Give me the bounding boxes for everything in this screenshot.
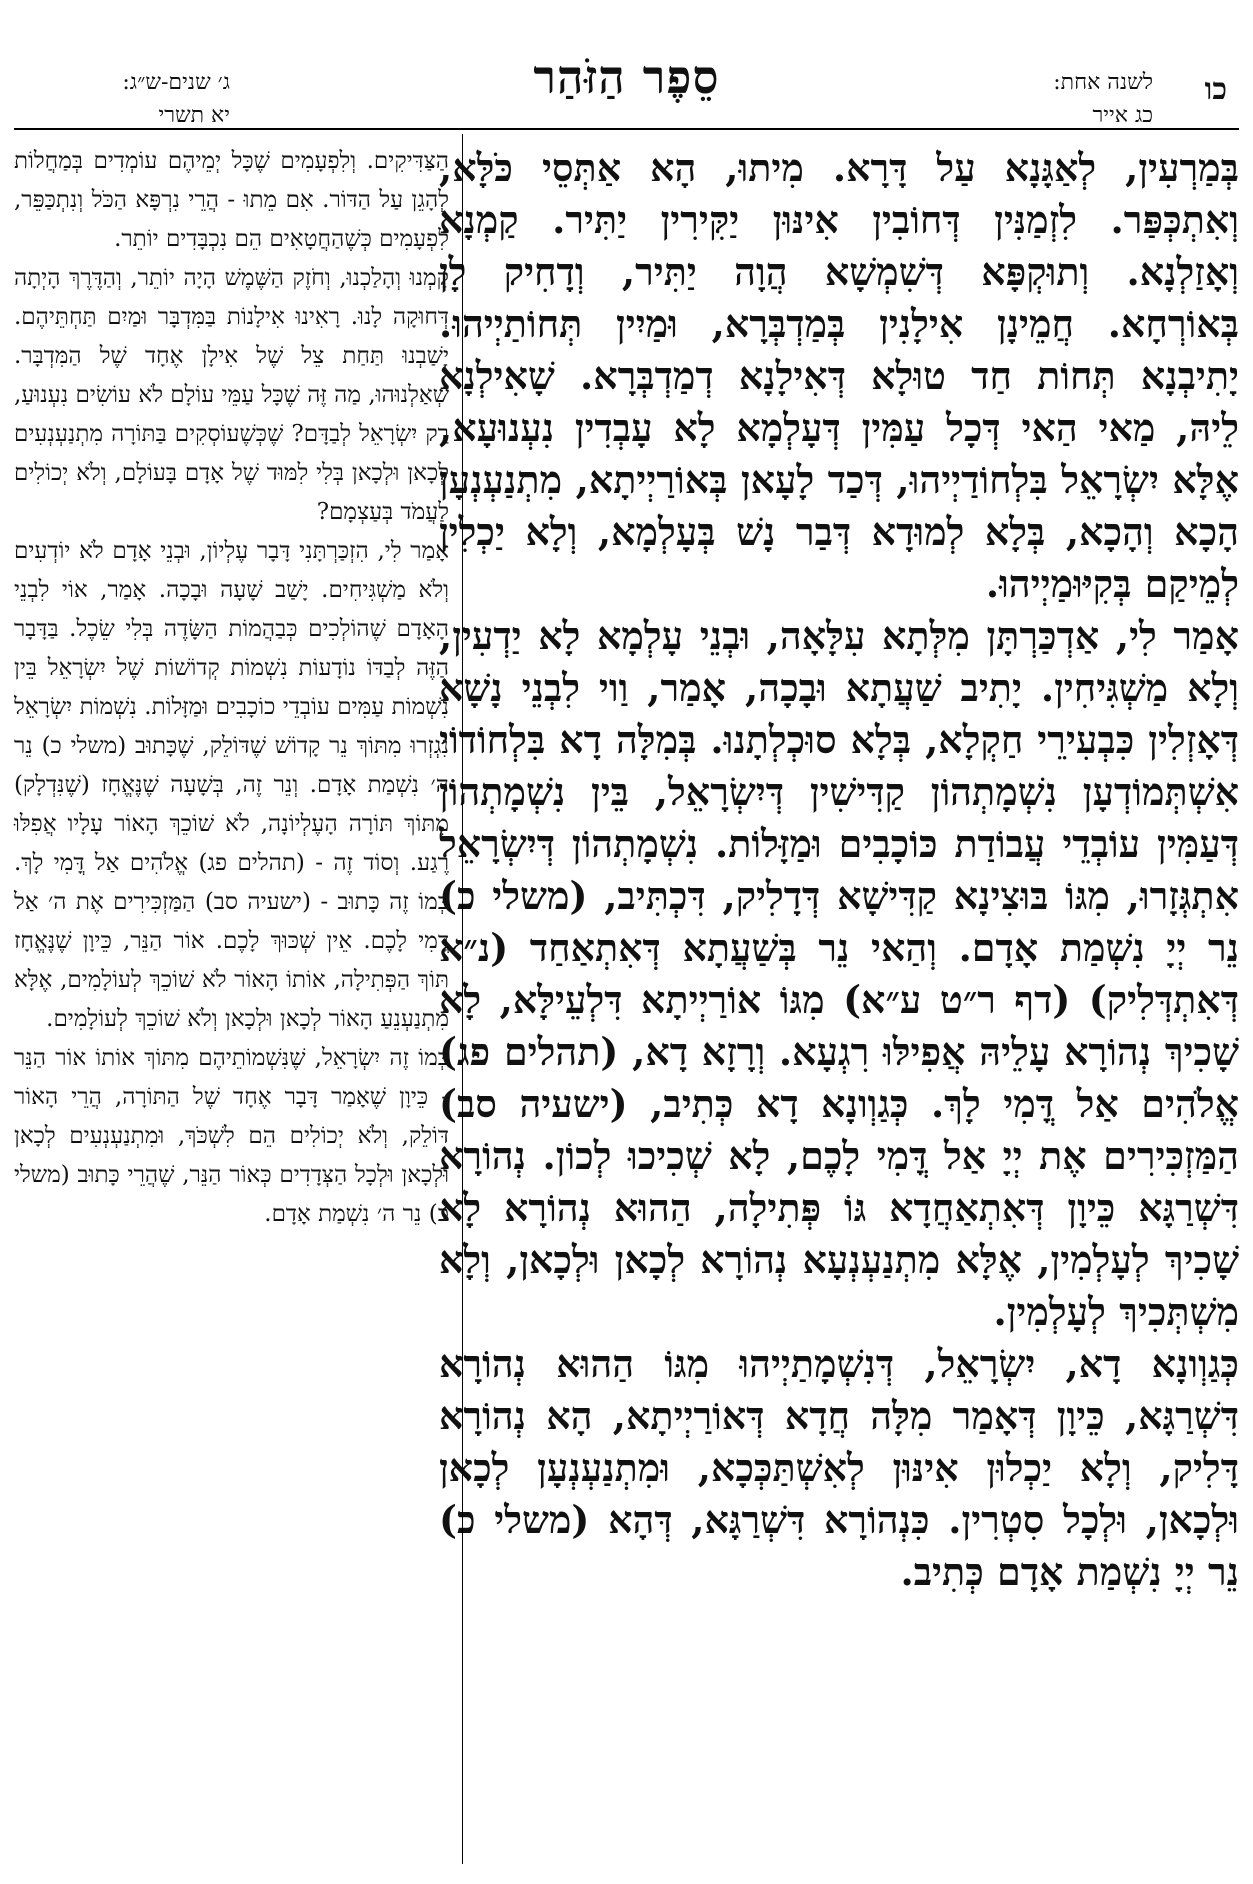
schedule-date-left: יא תשרי — [158, 103, 230, 128]
translation-paragraph: אָמַר לִי, הִזְכַּרְתָּנִי דָּבָר עֶלְיוֹן, וּבְנֵי אָדָם לֹא יוֹדְעִים וְלֹא מַשְׁגִּיחִים. יָשַׁב שָׁעָה וּבָכָה. אָמַר, אוֹי לִבְנֵי הָאָדָם שֶׁהוֹלְכִים כְּבַהֲמוֹת הַשָּׂדֶה בְּלִי שֵׂכֶל. בַּדָּבָר הַזֶּה לְבַדּוֹ נוֹדָעוֹת נִשְׁמוֹת קְדוֹשׁוֹת שֶׁל יִשְׂרָאֵל בֵּין נִשְׁמוֹת עַמִּים עוֹבְדֵי כוֹכָבִים וּמַזָּלוֹת. נִשְׁמוֹת יִשְׂרָאֵל נִגְזְרוּ מִתּוֹךְ נֵר קָדוֹשׁ שֶׁדּוֹלֵק, שֶׁכָּתוּב (משלי כ) נֵר ה׳ נִשְׁמַת אָדָם. וְנֵר זֶה, בְּשָׁעָה שֶׁנֶּאֱחָז (שֶׁנִּדְלָק) מִתּוֹךְ תּוֹרָה הָעֶלְיוֹנָה, לֹא שׁוֹכֵךְ הָאוֹר עָלָיו אֲפִלּוּ רֶגַע. וְסוֹד זֶה - (תהלים פג) אֱלֹהִים אַל דֳּמִי לָךְ. כְּמוֹ זֶה כָּתוּב - (ישעיה סב) הַמַּזְכִּירִים אֶת ה׳ אַל דֳּמִי לָכֶם. אֵין שְׁכּוּךְ לָכֶם. אוֹר הַנֵּר, כֵּיוָן שֶׁנֶּאֱחָז תּוֹךְ הַפְּתִילָה, אוֹתוֹ הָאוֹר לֹא שׁוֹכֵךְ לְעוֹלָמִים, אֶלָּא מִתְנַעְנֵעַ הָאוֹר לְכָאן וּלְכָאן וְלֹא שׁוֹכֵךְ לְעוֹלָמִים. — [14, 538, 449, 1032]
reading-schedule-left — [20, 66, 230, 132]
aramaic-paragraph: כְּגַוְונָא דָא, יִשְׂרָאֵל, דְּנִשְׁמָתַיְיהוּ מִגּוֹ הַהוּא נְהוֹרָא דִּשְׁרַגָּא, כֵּיוָן דְּאָמַר מִלָּה חֲדָא דְּאוֹרַיְיתָא, הָא נְהוֹרָא דָּלִיק, וְלָא יַכְלוּן אִינּוּן לְאִשְׁתַּכְּכָא, וּמִתְנַעְנְעָן לְכָאן וּלְכָאן, וּלְכָל סִטְרִין. כִּנְהוֹרָא דִּשְׁרַגָּא, דְּהָא (משלי כ) נֵר יְיָ נִשְׁמַת אָדָם כְּתִיב. — [439, 1341, 1240, 1594]
schedule-date-right: כג אייר — [1092, 103, 1153, 128]
schedule-one-year: לשנה אחת: — [1053, 70, 1153, 95]
book-title: סֵפֶר הַזֹּהַר — [533, 50, 720, 104]
page-header — [0, 0, 1253, 128]
column-divider — [462, 134, 463, 1864]
translation-paragraph: הַצַּדִּיקִים. וְלִפְעָמִים שֶׁכָּל יְמֵיהֶם עוֹמְדִים בְּמַחֲלוֹת לְהָגֵן עַל הַדּוֹר. אִם מֵתוּ - הֲרֵי נִרְפָּא הַכֹּל וְנִתְכַּפֵּר, לִפְעָמִים כְּשֶׁהַחֲטָאִים הֵם נִכְבָּדִים יוֹתֵר. — [14, 148, 449, 252]
page-number: כו — [1204, 72, 1227, 107]
translation-paragraph: כְּמוֹ זֶה יִשְׂרָאֵל, שֶׁנִּשְׁמוֹתֵיהֶם מִתּוֹךְ אוֹתוֹ אוֹר הַנֵּר - כֵּיוָן שֶׁאָמַר דָּבָר אֶחָד שֶׁל הַתּוֹרָה, הֲרֵי הָאוֹר דּוֹלֵק, וְלֹא יְכוֹלִים הֵם לִשְׁכֹּךְ, וּמִתְנַעְנְעִים לְכָאן וּלְכָאן וּלְכָל הַצְּדָדִים כְּאוֹר הַנֵּר, שֶׁהֲרֵי כָּתוּב (משלי כ) נֵר ה׳ נִשְׁמַת אָדָם. — [14, 1045, 449, 1227]
header-rule — [14, 128, 1239, 130]
schedule-three-years: ג׳ שנים-ש״ג: — [122, 70, 230, 95]
aramaic-paragraph: בְּמַרְעִין, לְאַגָּנָא עַל דָּרָא. מִיתוּ, הָא אַתְּסֵי כֹּלָּא, וְאִתְכְּפַּר. לִזְמַנִּין דְּחוֹבִין אִינּוּן יַקִּירִין יַתִּיר. קַמְנָא וְאָזַלְנָא. וְתוּקְפָּא דְּשִׁמְשָׁא הֲוָה יַתִּיר, וְדָחִיק לָן בְּאוֹרְחָא. חֲמֵינָן אִילָנִין בְּמַדְבְּרָא, וּמַיִין תְּחוֹתַיְיהוּ. יָתִיבְנָא תְּחוֹת חַד טוּלָא דְּאִילָנָא דְמַדְבְּרָא. שָׁאִילְנָא לֵיהּ, מַאי הַאי דְּכָל עַמִּין דְּעָלְמָא לָא עָבְדִין נִעְנוּעָא, אֶלָּא יִשְׂרָאֵל בִּלְחוֹדַיְיהוּ, דְּכַד לָעָאן בְּאוֹרַיְיתָא, מִתְנַעְנְעָן הָכָא וְהָכָא, בְּלָא לְמוּדָא דְּבַר נָשׁ בְּעָלְמָא, וְלָא יַכְלִין לְמֵיקַם בְּקִיּוּמַיְיהוּ. — [439, 145, 1239, 606]
aramaic-paragraph: אָמַר לִי, אַדְכַּרְתָּן מִלְּתָא עִלָּאָה, וּבְנֵי עָלְמָא לָא יַדְעִין, וְלָא מַשְׁגִּיחִין. יָתִיב שַׁעֲתָא וּבָכָה, אָמַר, וַוי לִבְנֵי נָשָׁא דְּאָזְלִין כִּבְעִירֵי חַקְלָא, בְּלָא סוּכְלְתָנוּ. בְּמִלָּה דָא בִּלְחוֹדוֹי אִשְׁתְּמוֹדְעָן נִשְׁמָתְהוֹן קַדִּישִׁין דְּיִשְׂרָאֵל, בֵּין נִשְׁמָתְהוֹן דְּעַמִּין עוֹבְדֵי עֲבוֹדַת כּוֹכָבִים וּמַזָּלוֹת. נִשְׁמָתְהוֹן דְּיִשְׂרָאֵל אִתְגְּזָרוּ, מִגּוֹ בּוּצִינָא קַדִּישָׁא דְּדָלִיק, דִּכְתִּיב, (משלי כ) נֵר יְיָ נִשְׁמַת אָדָם. וְהַאי נֵר בְּשַׁעֲתָא דְּאִתְאַחַד (נ״א דְּאִתְדְּלִיק) (דף ר״ט ע״א) מִגּוֹ אוֹרַיְיתָא דִּלְעֵילָּא, לָא שָׁכִיךְ נְהוֹרָא עָלֵיהּ אֲפִילּוּ רִגְעָא. וְרָזָא דָא, (תהלים פג) אֱלֹהִים אַל דֳּמִי לָךְ. כְּגַוְונָא דָא כְּתִיב, (ישעיה סב) הַמַּזְכִּירִים אֶת יְיָ אַל דֳּמִי לָכֶם, לָא שְׁכִיכוּ לְכוֹן. נְהוֹרָא דִּשְׁרַגָּא כֵּיוָן דְּאִתְאַחֲדָא גּוֹ פְּתִילָה, הַהוּא נְהוֹרָא לָא שָׁכִיךְ לְעָלְמִין, אֶלָּא מִתְנַעְנְעָא נְהוֹרָא לְכָאן וּלְכָאן, וְלָא מִשְׁתְּכִיךְ לְעָלְמִין. — [439, 613, 1239, 1334]
translation-paragraph: קַמְנוּ וְהָלַכְנוּ, וְחֹזֶק הַשֶּׁמֶשׁ הָיָה יוֹתֵר, וְהַדֶּרֶךְ הָיְתָה דְּחוּקָה לָנוּ. רָאִינוּ אִילָנוֹת בַּמִּדְבָּר וּמַיִם תַּחְתֵּיהֶם. יָשַׁבְנוּ תַּחַת צֵל שֶׁל אִילָן אֶחָד שֶׁל הַמִּדְבָּר. שְׁאַלְנוּהוּ, מַה זֶּה שֶׁכָּל עַמֵּי עוֹלָם לֹא עוֹשִׂים נִעְנוּעַ, רַק יִשְׂרָאֵל לְבַדָּם? שֶׁכְּשֶׁעוֹסְקִים בַּתּוֹרָה מִתְנַעְנְעִים לְכָאן וּלְכָאן בְּלִי לִמּוּד שֶׁל אָדָם בָּעוֹלָם, וְלֹא יְכוֹלִים לַעֲמֹד בְּעַצְמָם? — [14, 265, 449, 525]
hebrew-translation-column — [14, 142, 449, 1234]
aramaic-column — [439, 142, 1239, 1598]
